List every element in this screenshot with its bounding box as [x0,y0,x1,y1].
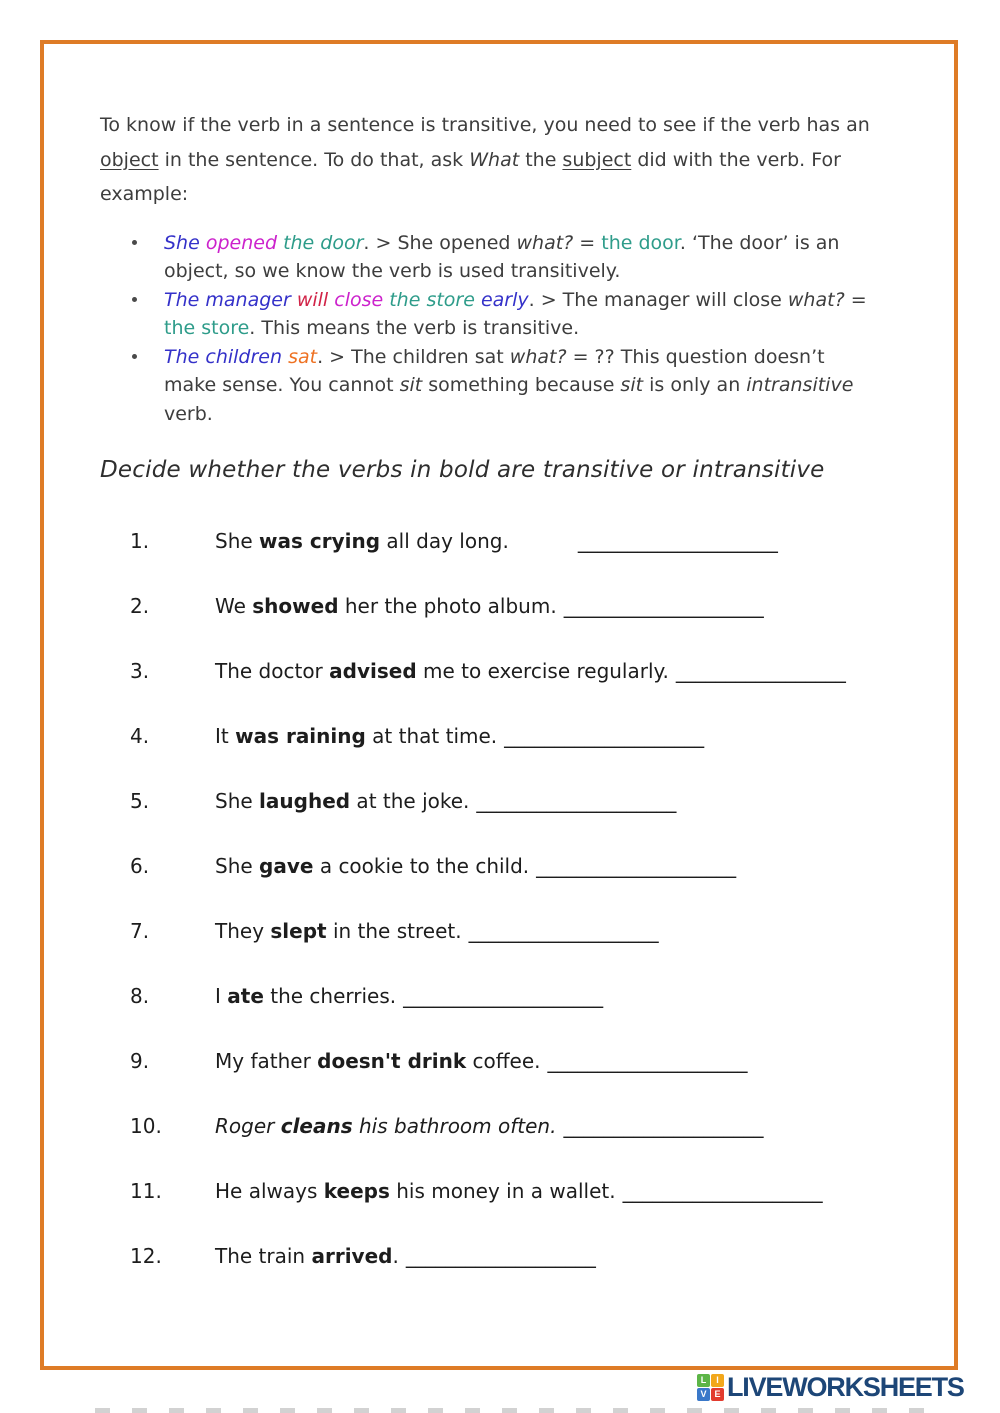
answer-blank[interactable]: ____________________ [504,724,705,748]
text-segment: did with the verb. For example: [100,148,841,205]
exercise-row [100,1176,914,1206]
exercise-row [100,1241,914,1271]
exercise-row [100,591,914,621]
exercise-row [100,1046,914,1076]
logo-letter-tile: E [711,1388,724,1401]
exercise-row [100,916,914,946]
text-segment: me to exercise regularly. [416,659,669,683]
text-segment: doesn't drink [317,1049,467,1073]
item-number: 1. [130,529,150,553]
exercise-row [100,981,914,1011]
text-segment: . > She opened [363,231,517,254]
text-segment: laughed [259,789,351,813]
text-segment: The children [164,345,289,368]
text-segment: gave [259,854,314,878]
text-segment: something because [422,374,621,396]
example-text [164,229,882,286]
text-segment: showed [252,594,339,618]
text-segment: She [215,789,260,813]
item-sentence [215,656,846,686]
item-number: 5. [130,789,150,813]
text-segment: is only an [643,374,747,396]
liveworksheets-brand-link[interactable] [697,1372,964,1403]
text-segment: verb. [164,402,213,425]
text-segment: = [844,288,867,311]
item-sentence [215,851,736,881]
item-number: 8. [130,984,150,1008]
answer-blank[interactable]: ____________________ [577,529,778,553]
text-segment: intransitive [746,374,854,396]
text-segment: = [573,231,602,254]
item-sentence [215,1176,823,1206]
text-segment: ate [227,984,264,1008]
item-sentence [215,1111,763,1141]
answer-blank[interactable]: ____________________ [547,1049,748,1073]
exercise-row [100,1111,914,1141]
text-segment: close [334,288,390,311]
answer-blank[interactable]: ___________________ [468,919,659,943]
text-segment: She [215,854,260,878]
text-segment: . ‘The door’ is an object, so we know the verb is used transitively. [164,231,840,282]
item-number: 12. [130,1244,162,1268]
text-segment: sat [288,345,318,368]
text-segment: in the sentence. To do that, ask [158,148,470,171]
text-segment: The train [215,1244,312,1268]
answer-blank[interactable]: ____________________ [622,1179,823,1203]
bullet-icon [132,354,137,359]
text-segment: what? [509,345,567,368]
next-page-cutoff-text [95,1408,945,1413]
item-sentence [215,786,676,816]
logo-letter-tile: L [697,1374,710,1387]
text-segment: sit [620,374,644,396]
brand-name: LIVEWORKSHEETS [727,1372,964,1402]
text-segment: will [296,288,335,311]
text-segment: the door [283,231,364,254]
item-sentence [215,721,704,751]
answer-blank[interactable]: _________________ [675,659,846,683]
text-segment: at the joke. [350,789,470,813]
text-segment: The doctor [215,659,330,683]
answer-blank[interactable]: ___________________ [405,1244,596,1268]
text-segment: . This means the verb is transitive. [249,317,580,339]
logo-letter-tile: I [711,1374,724,1387]
text-segment: . > The children sat [317,345,510,368]
item-sentence [215,916,659,946]
exercise-row [100,656,914,686]
text-segment: what? [787,288,845,311]
text-segment: arrived [311,1244,393,1268]
text-segment: slept [270,919,327,943]
text-segment: cleans [280,1114,353,1138]
text-segment: It [215,724,236,748]
example-text [164,343,882,429]
liveworksheets-logo-icon [697,1374,724,1401]
instruction-heading: Decide whether the verbs in bold are transitive or intransitive [100,457,825,483]
example-item [100,286,914,343]
text-segment: all day long. [380,529,509,553]
text-segment: keeps [323,1179,390,1203]
logo-letter-tile: V [697,1388,710,1401]
text-segment: her the photo album. [338,594,557,618]
bullet-icon [132,297,137,302]
text-segment: subject [562,148,632,171]
exercise-row [100,786,914,816]
text-segment: was raining [235,724,366,748]
intro-paragraph [100,108,892,212]
text-segment: object [100,148,159,171]
text-segment: his bathroom often. [352,1114,557,1138]
item-number: 11. [130,1179,162,1203]
text-segment: at that time. [365,724,498,748]
text-segment: sit [399,374,423,396]
text-segment: To know if the verb in a sentence is transitive, you need to see if the verb has an [100,114,870,136]
text-segment: . > The manager will close [528,288,788,311]
exercise-list [100,526,914,1271]
item-number: 2. [130,594,150,618]
text-segment: opened [205,231,284,254]
item-number: 7. [130,919,150,943]
text-segment: He always [215,1179,324,1203]
text-segment: What [469,148,520,171]
text-segment: My father [215,1049,318,1073]
item-sentence [215,1046,747,1076]
text-segment: = ?? This question doesn’t make sense. You cannot [164,345,825,396]
item-number: 10. [130,1114,162,1138]
text-segment: the [519,148,563,171]
example-item [100,343,914,429]
text-segment: the store [164,317,250,339]
text-segment: They [215,919,271,943]
item-sentence [215,526,778,556]
text-segment: . [392,1244,399,1268]
item-number: 6. [130,854,150,878]
answer-blank[interactable]: ____________________ [403,984,604,1008]
text-segment: what? [516,231,574,254]
text-segment: I [215,984,228,1008]
example-text [164,286,882,343]
worksheet-page-border [40,40,958,1370]
text-segment: Roger [215,1114,281,1138]
text-segment: the door [601,231,680,254]
text-segment: in the street. [326,919,462,943]
answer-blank[interactable]: ____________________ [563,1114,764,1138]
examples-list [100,229,914,429]
item-number: 9. [130,1049,150,1073]
text-segment: The manager [164,288,297,311]
exercise-row [100,721,914,751]
item-sentence [215,1241,596,1271]
exercise-row [100,526,914,556]
example-item [100,229,914,286]
text-segment: She [164,231,206,254]
text-segment: advised [329,659,417,683]
text-segment: the cherries. [263,984,397,1008]
text-segment: his money in a wallet. [389,1179,616,1203]
answer-blank[interactable]: ____________________ [476,789,677,813]
bullet-icon [132,240,137,245]
item-sentence [215,981,603,1011]
answer-blank[interactable]: ____________________ [536,854,737,878]
item-number: 3. [130,659,150,683]
answer-blank[interactable]: ____________________ [563,594,764,618]
text-segment: the store [389,288,481,311]
exercise-row [100,851,914,881]
text-segment: early [480,288,529,311]
text-segment: We [215,594,253,618]
item-sentence [215,591,764,621]
item-number: 4. [130,724,150,748]
text-segment: coffee. [466,1049,541,1073]
text-segment: a cookie to the child. [313,854,530,878]
text-segment: was crying [259,529,381,553]
text-segment: She [215,529,260,553]
